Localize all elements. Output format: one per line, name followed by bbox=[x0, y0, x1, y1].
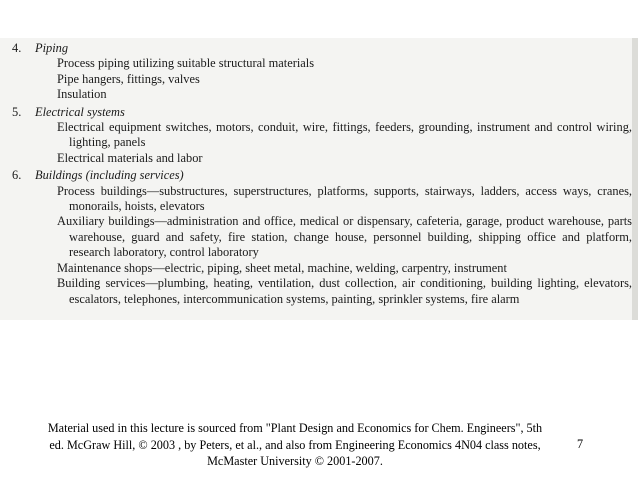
list-item: Process piping utilizing suitable structural materials bbox=[57, 56, 315, 71]
section-number: 6. bbox=[12, 168, 22, 183]
list-item: Maintenance shops—electric, piping, sheet metal, machine, welding, carpentry, instrument bbox=[57, 260, 507, 275]
citation-line: Material used in this lecture is sourced from "Plant Design and Economics for Chem. Engineers", 5th bbox=[47, 421, 543, 435]
section-heading: Buildings (including services) bbox=[35, 168, 184, 183]
list-item: Electrical materials and labor bbox=[57, 150, 203, 165]
source-citation bbox=[20, 420, 570, 470]
list-item: Insulation bbox=[57, 87, 107, 102]
scan-edge-shadow bbox=[632, 38, 638, 320]
list-item: Building services—plumbing, heating, ventilation, dust collection, air conditioning, building lighting, elevators, escalators, telephones, intercommunication systems, painting, sprinkler systems, fire alarm bbox=[57, 276, 632, 306]
section-piping bbox=[12, 41, 632, 103]
section-buildings bbox=[12, 168, 632, 307]
list-item: Pipe hangers, fittings, valves bbox=[57, 71, 200, 86]
section-electrical-systems bbox=[12, 105, 632, 167]
cost-items-list bbox=[12, 41, 632, 309]
citation-line: ed. McGraw Hill, © 2003 , by Peters, et al., and also from Engineering Economics 4N04 class notes, bbox=[49, 437, 541, 452]
list-item: Auxiliary buildings—administration and office, medical or dispensary, cafeteria, garage, product warehouse, parts warehouse, guard and safety, fire station, change house, personnel building, shipping office and platform, research laboratory, control laboratory bbox=[57, 214, 632, 260]
section-number: 5. bbox=[12, 104, 22, 119]
page-number: 7 bbox=[577, 437, 584, 451]
section-heading: Electrical systems bbox=[35, 104, 125, 119]
list-item: Process buildings—substructures, superstructures, platforms, supports, stairways, ladders, access ways, cranes, monorails, hoists, elevators bbox=[57, 183, 632, 214]
list-item: Electrical equipment switches, motors, conduit, wire, fittings, feeders, grounding, instrument and control wiring, lighting, panels bbox=[57, 120, 632, 150]
section-number: 4. bbox=[12, 41, 22, 55]
section-heading: Piping bbox=[35, 41, 69, 55]
citation-line: McMaster University © 2001-2007. bbox=[207, 454, 383, 468]
